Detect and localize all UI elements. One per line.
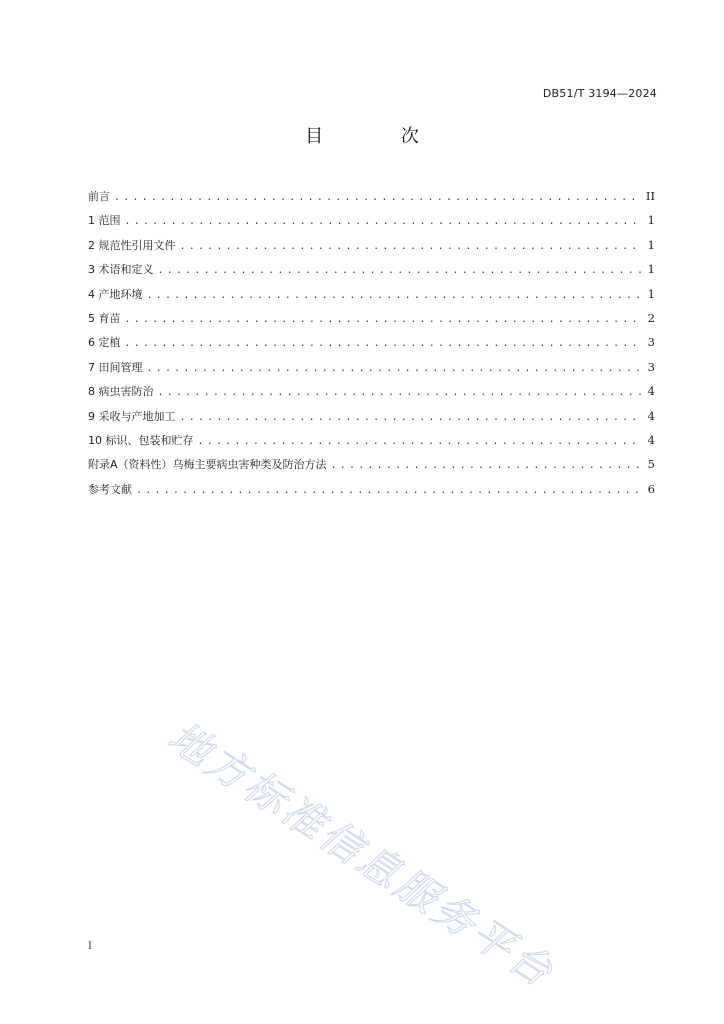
toc-entry-page: 4 <box>647 384 655 399</box>
toc-entry-label: 10 标识、包装和贮存 <box>88 433 194 447</box>
standard-code: DB51/T 3194—2024 <box>542 87 657 100</box>
toc-entry-label: 参考文献 <box>88 482 132 496</box>
toc-entry-label: 2 规范性引用文件 <box>88 238 176 252</box>
toc-entry-label: 1 范围 <box>88 214 121 228</box>
toc-entry-label: 附录A（资料性）乌梅主要病虫害种类及防治方法 <box>88 458 327 472</box>
toc-leader-dots <box>114 186 641 210</box>
toc-entry-terms-definitions[interactable] <box>88 257 655 281</box>
toc-entry-label: 4 产地环境 <box>88 287 143 301</box>
toc-entry-normative-references[interactable] <box>88 233 655 257</box>
toc-leader-dots <box>125 332 642 356</box>
toc-leader-dots <box>198 430 642 454</box>
toc-entry-page: 5 <box>647 457 655 472</box>
toc-entry-labeling-packaging[interactable] <box>88 428 655 452</box>
toc-leader-dots <box>136 479 641 503</box>
toc-leader-dots <box>147 284 642 308</box>
toc-entry-harvest-processing[interactable] <box>88 404 655 428</box>
toc-entry-appendix-a[interactable] <box>88 452 655 476</box>
toc-entry-page: 6 <box>647 481 655 496</box>
toc-entry-environment[interactable] <box>88 282 655 306</box>
toc-entry-scope[interactable] <box>88 208 655 232</box>
toc-leader-dots <box>125 210 642 234</box>
toc-entry-page: 4 <box>647 432 655 447</box>
toc-entry-label: 9 采收与产地加工 <box>88 409 176 423</box>
toc-entry-seedling[interactable] <box>88 306 655 330</box>
page-title: 目 次 <box>305 126 455 147</box>
toc-entry-label: 8 病虫害防治 <box>88 385 154 399</box>
toc-leader-dots <box>180 406 642 430</box>
toc-entry-foreword[interactable] <box>88 184 655 208</box>
toc-entry-label: 6 定植 <box>88 336 121 350</box>
toc-entry-page: 1 <box>647 213 655 228</box>
toc-entry-label: 前言 <box>88 190 110 203</box>
toc-leader-dots <box>147 357 642 381</box>
toc-entry-planting[interactable] <box>88 330 655 354</box>
toc-entry-page: 2 <box>647 310 655 325</box>
toc-entry-page: 1 <box>647 286 655 301</box>
toc-leader-dots <box>158 259 642 283</box>
toc-entry-page: 3 <box>647 335 655 350</box>
toc-entry-label: 5 育苗 <box>88 311 121 325</box>
toc-leader-dots <box>125 308 642 332</box>
page-number: I <box>88 941 92 952</box>
toc-entry-page: 3 <box>647 359 655 374</box>
toc-entry-label: 3 术语和定义 <box>88 263 154 277</box>
toc-entry-bibliography[interactable] <box>88 477 655 501</box>
table-of-contents <box>88 184 655 501</box>
toc-entry-label: 7 田间管理 <box>88 360 143 374</box>
toc-leader-dots <box>180 235 642 259</box>
toc-entry-page: 1 <box>647 237 655 252</box>
toc-entry-pest-control[interactable] <box>88 379 655 403</box>
toc-entry-page: 4 <box>647 408 655 423</box>
toc-leader-dots <box>158 381 642 405</box>
toc-entry-page: 1 <box>647 262 655 277</box>
toc-entry-page: II <box>645 189 655 203</box>
toc-leader-dots <box>331 454 641 478</box>
watermark: 地方标准信息服务平台 <box>160 712 564 998</box>
toc-entry-field-management[interactable] <box>88 355 655 379</box>
